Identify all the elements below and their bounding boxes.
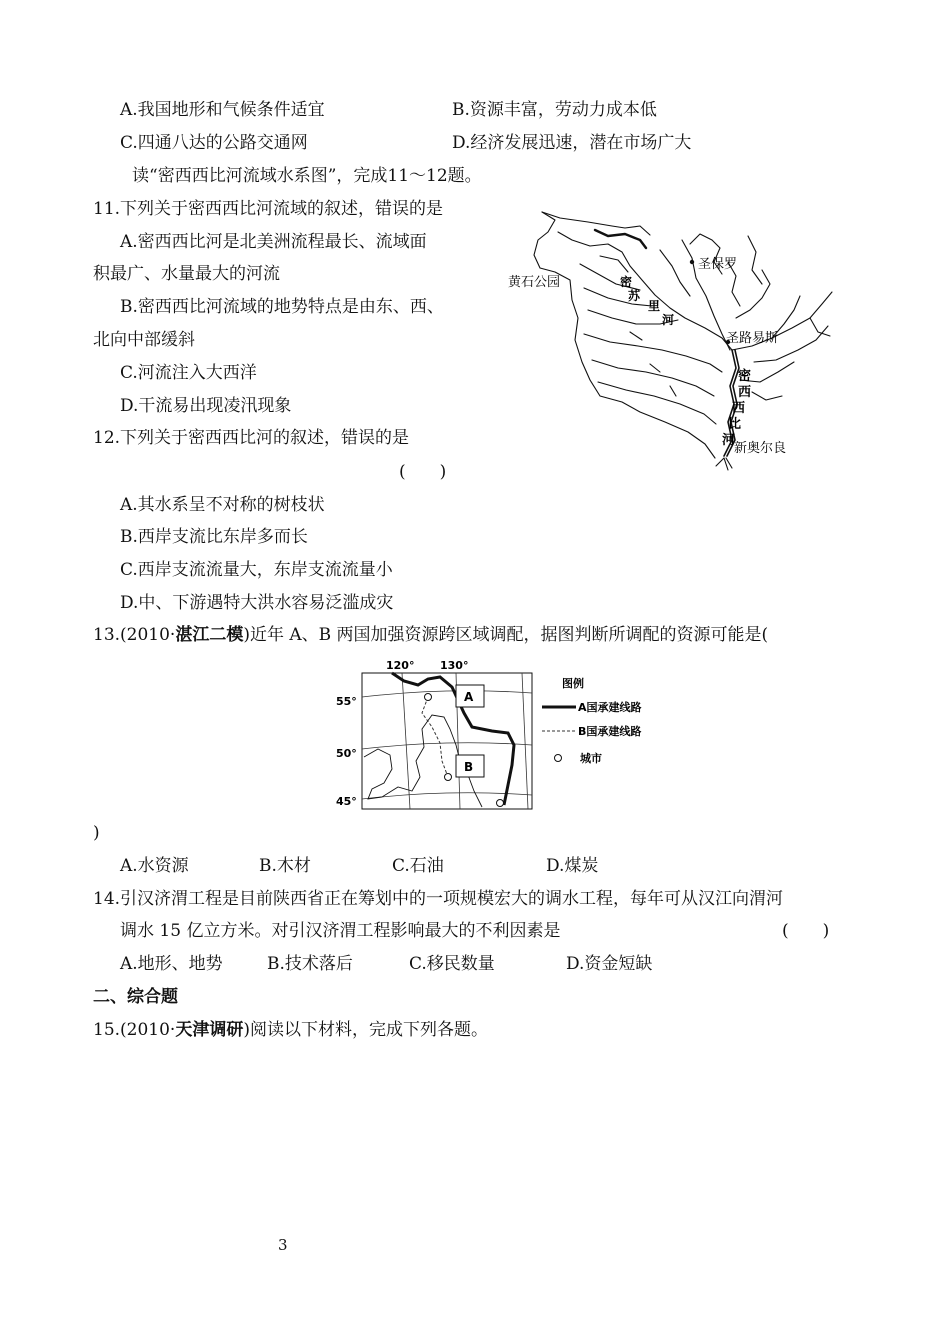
intro-11-12: 读“密西西比河流域水系图”，完成11～12题。 [132,166,482,186]
legend-a-label: A国承建线路 [578,701,642,714]
st-louis-label: 圣路易斯 [726,331,779,346]
q12-option-b: B.西岸支流比东岸多而长 [120,527,308,547]
city-marker-2 [445,774,452,781]
q13-stem [93,624,768,646]
missouri-label-3: 里 [648,299,661,313]
mississippi-label-5: 河 [722,433,736,448]
yellowstone-label: 黄石公园 [508,275,561,290]
q11-option-b-line2: 北向中部缓斜 [93,330,195,350]
longitude-120-label: 120° [386,659,415,672]
q12-option-c: C.西岸支流流量大，东岸支流流量小 [120,560,393,580]
mississippi-river-map [500,200,845,472]
mississippi-label-4: 比 [728,417,742,432]
q11-option-a-line1: A.密西西比河是北美洲流程最长、流域面 [120,232,427,252]
missouri-label-2: 苏 [628,289,641,303]
missouri-label-4: 河 [662,313,675,327]
page-number: 3 [278,1236,288,1254]
q11-stem: 11.下列关于密西西比河流域的叙述，错误的是 [93,199,444,219]
q13-stem-prefix: 13.(2010· [93,625,176,645]
q13-stem-text: )近年 A、B 两国加强资源跨区域调配，据图判断所调配的资源可能是( [243,625,769,645]
q11-option-d: D.干流易出现凌汛现象 [120,396,292,416]
q15-stem-text: )阅读以下材料，完成下列各题。 [243,1020,488,1040]
legend-title: 图例 [562,677,584,690]
q11-option-c: C.河流注入大西洋 [120,363,257,383]
box-b-label: B [464,760,474,774]
q12-stem: 12.下列关于密西西比河的叙述，错误的是 [93,428,410,448]
city-marker-1 [425,694,432,701]
resource-transfer-map [332,657,672,812]
legend-city-label: 城市 [580,752,602,765]
st-paul-label: 圣保罗 [698,257,738,272]
b-country-route [422,697,448,777]
mississippi-label-3: 西 [732,401,746,416]
legend-city-symbol [555,755,562,762]
q14-option-b: B.技术落后 [267,954,353,974]
latitude-line-50 [362,743,532,749]
latitude-45-label: 45° [336,795,357,808]
mississippi-label-2: 西 [738,385,752,400]
q11-option-a-line2: 积最广、水量最大的河流 [93,264,280,284]
q13-option-a: A.水资源 [120,856,189,876]
q10-option-b: B.资源丰富，劳动力成本低 [452,100,657,120]
new-orleans-label: 新奥尔良 [734,441,787,456]
q14-answer-bracket: ( ) [782,921,830,941]
latitude-50-label: 50° [336,747,357,760]
q11-option-b-line1: B.密西西比河流域的地势特点是由东、西、 [120,297,444,317]
q15-stem-prefix: 15.(2010· [93,1020,176,1040]
q12-answer-bracket: ( ) [399,462,447,482]
q14-option-a: A.地形、地势 [120,954,223,974]
q15-source: 天津调研 [175,1020,244,1040]
q10-option-c: C.四通八达的公路交通网 [120,133,308,153]
q12-option-d: D.中、下游遇特大洪水容易泛滥成灾 [120,593,394,613]
q13-option-d: D.煤炭 [546,856,599,876]
q10-option-d: D.经济发展迅速，潜在市场广大 [452,133,692,153]
q14-option-c: C.移民数量 [409,954,495,974]
st-paul-city-dot [690,260,694,264]
missouri-label-1: 密 [620,275,633,289]
q14-stem-line2: 调水 15 亿立方米。对引汉济渭工程影响最大的不利因素是 [120,921,561,941]
q12-option-a: A.其水系呈不对称的树枝状 [120,495,325,515]
q14-stem-line1: 14.引汉济渭工程是目前陕西省正在筹划中的一项规模宏大的调水工程，每年可从汉江向渭河 [93,889,784,909]
section-heading: 二、综合题 [93,987,178,1007]
q14-option-d: D.资金短缺 [566,954,653,974]
q10-option-a: A.我国地形和气候条件适宜 [120,100,325,120]
legend-b-label: B国承建线路 [578,725,642,738]
box-a-label: A [464,690,474,704]
mississippi-label-1: 密 [738,369,752,384]
latitude-line-55 [362,691,532,697]
q15-stem [93,1019,488,1041]
longitude-130-label: 130° [440,659,469,672]
q13-option-b: B.木材 [259,856,311,876]
q13-option-c: C.石油 [392,856,444,876]
q13-stem-close: ) [93,823,100,843]
city-marker-3 [497,800,504,807]
q13-source: 湛江二模 [175,625,244,645]
latitude-55-label: 55° [336,695,357,708]
